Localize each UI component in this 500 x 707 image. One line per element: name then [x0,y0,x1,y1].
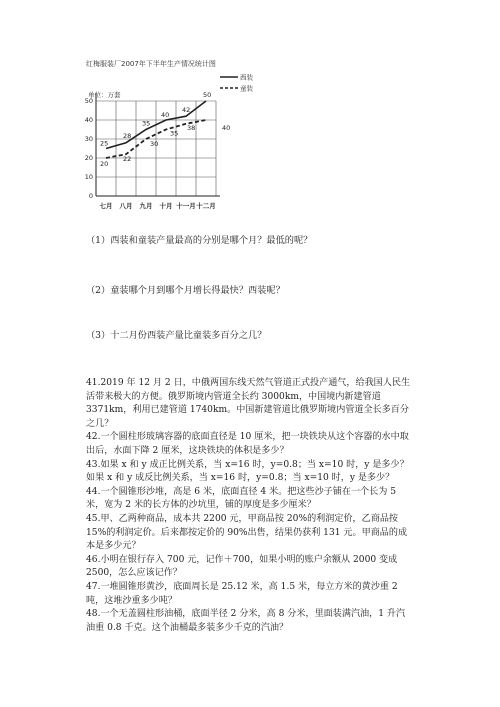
x-tick-label: 九月 [139,202,153,210]
y-tick-label: 20 [84,154,93,162]
y-tick-label: 0 [88,192,93,200]
x-tick-label: 十月 [159,202,173,210]
data-label: 38 [187,123,196,132]
problem-44: 44.一个圆锥形沙堆，高是 6 米，底面直径 4 米。把这些沙子铺在一个长为 5 米，宽为 2 米的长方体的沙坑里，铺的厚度是多少厘米？ [86,486,396,511]
unit-label: 单位：万套 [88,91,121,99]
y-axis-ticks [85,97,93,200]
x-tick-label: 七月 [99,202,113,210]
problem-47: 47.一堆圆锥形黄沙，底面周长是 25.12 米，高 1.5 米，每立方米的黄沙重 2 吨，这堆沙重多少吨？ [86,581,398,606]
data-label: 42 [182,106,191,115]
chart-legend [220,73,254,93]
problem-42: 42.一个圆柱形玻璃容器的底面直径是 10 厘米，把一块铁块从这个容器的水中取出后，水面下降 2 厘米，这块铁块的体积是多少？ [86,432,409,456]
y-tick-label: 50 [84,97,93,105]
data-label: 40 [161,111,170,119]
data-label: 30 [150,140,159,148]
y-tick-label: 30 [84,135,93,143]
problem-46: 46.小明在银行存入 700 元，记作＋700，如果小明的账户余额从 2000 变成 2500，怎么应该记作？ [86,554,398,579]
chart-title: 红梅服装厂2007年下半年生产情况统计图 [86,60,216,68]
data-label: 25 [100,139,109,148]
x-tick-label: 十二月 [196,202,216,210]
data-label: 28 [123,131,132,140]
data-label: 50 [203,91,212,99]
legend-label: 西装 [240,73,253,82]
problem-45: 45.甲、乙两种商品，成本共 2200 元，甲商品按 20%的利润定价，乙商品按 15%的利润定价。后来都按定价的 90%出售，结果仍获利 131 元。甲商品的成本是多少元？ [86,513,408,552]
y-tick-label: 40 [84,116,93,124]
line-chart [60,64,253,214]
x-tick-label: 八月 [119,202,133,210]
chart-grid [96,101,216,196]
x-axis-ticks [100,201,216,210]
data-label: 40 [222,124,231,132]
data-label: 20 [100,160,109,168]
data-label: 35 [170,129,179,138]
x-tick-label: 十一月 [176,202,196,210]
problem-48: 48.一个无盖圆柱形油桶，底面半径 2 分米，高 8 分米，里面装满汽油，1 升汽油重 0.8 千克。这个油桶最多装多少千克的汽油？ [86,609,406,633]
question-2: （2）童装哪个月到哪个月增长得最快？西装呢？ [86,285,285,296]
question-3: （3）十二月份西装产量比童装多百分之几？ [86,330,267,341]
question-1: （1）西装和童装产量最高的分别是哪个月？最低的呢？ [86,235,313,246]
data-label: 35 [142,119,151,128]
data-label: 22 [123,155,132,164]
problem-list [86,377,414,635]
y-tick-label: 10 [84,173,93,181]
problem-43: 43.如果 x 和 y 成正比例关系，当 x=16 时，y=0.8；当 x=10 时，y 是多少？如果 x 和 y 成反比例关系，当 x=16 时，y=0.8；当 x=10 时，y 是多少？ [86,459,409,484]
legend-label: 童装 [240,84,253,93]
problem-41: 41.2019 年 12 月 2 日，中俄两国东线天然气管道正式投产通气，给我国人民生活带来极大的方便。俄罗斯境内管道全长约 3000km，中国境内新建管道 3371km，利用已建管道 1740km。中国新建管道比俄罗斯境内管道全长多百分之几？ [86,378,411,429]
